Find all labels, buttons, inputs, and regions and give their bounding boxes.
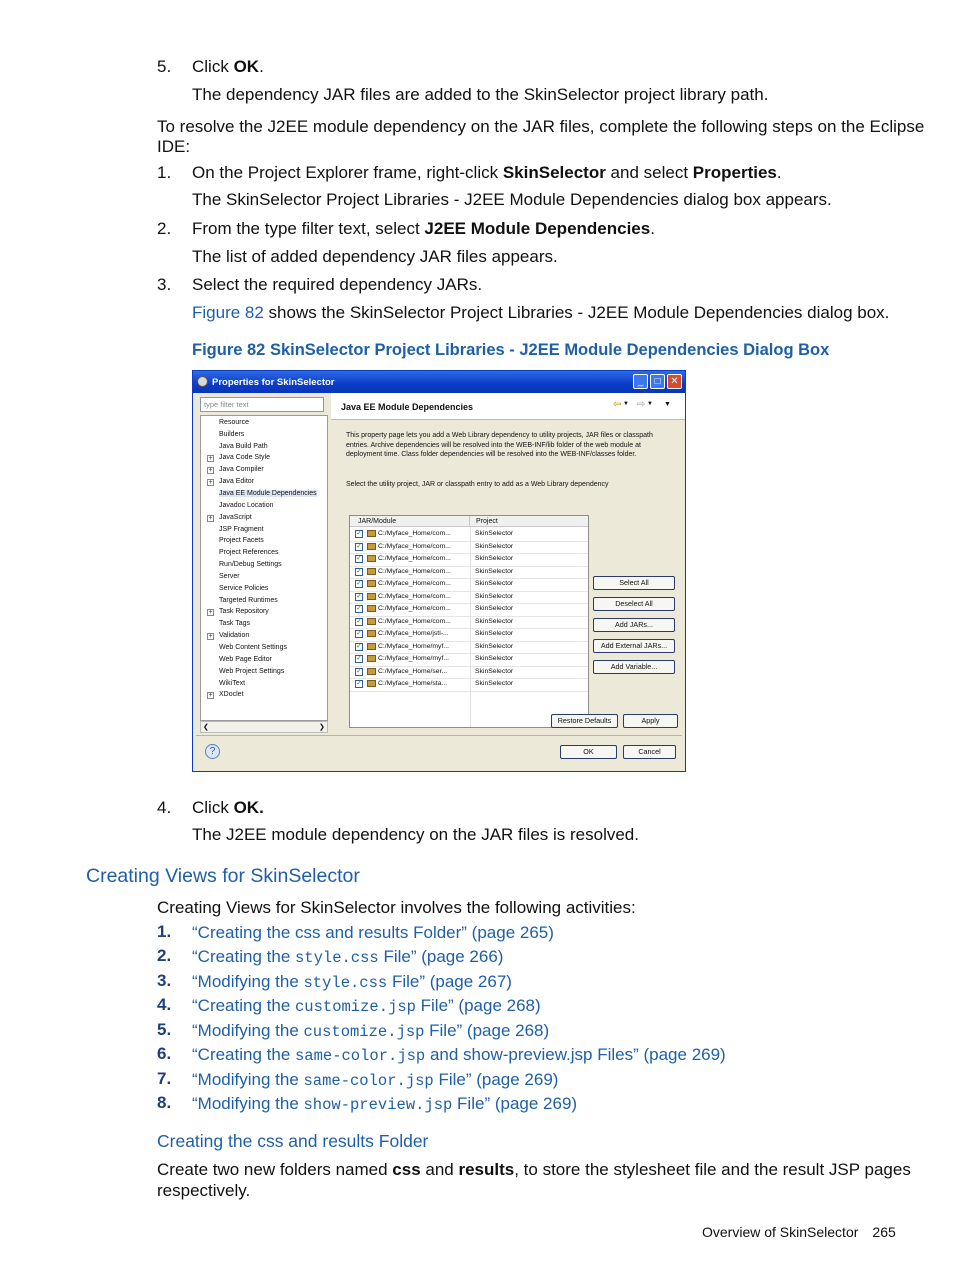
checkbox[interactable]: ✓: [356, 567, 362, 575]
tree-item[interactable]: Java Build Path: [219, 443, 268, 450]
table-row[interactable]: [350, 591, 588, 605]
tree-item[interactable]: XDoclet: [219, 691, 244, 698]
jar-icon: [367, 643, 376, 650]
activity-link-text: “Creating the: [192, 947, 295, 966]
jar-icon: [367, 530, 376, 537]
step-number: 1.: [157, 163, 172, 182]
step-bold: OK.: [233, 798, 264, 817]
restore-defaults-button[interactable]: Restore Defaults: [551, 714, 618, 728]
project-name: SkinSelector: [475, 605, 514, 612]
tree-item[interactable]: Java Compiler: [219, 466, 264, 473]
table-row[interactable]: [350, 603, 588, 617]
activity-link-code: style.css: [303, 974, 388, 992]
tree-item[interactable]: JSP Fragment: [219, 526, 264, 533]
jar-icon: [367, 568, 376, 575]
jar-icon: [367, 630, 376, 637]
panel-title: Java EE Module Dependencies: [341, 402, 474, 412]
expand-icon[interactable]: +: [208, 479, 213, 486]
activity-link-text: File” (page 268): [424, 1021, 550, 1040]
step-bold: J2EE Module Dependencies: [424, 219, 651, 238]
table-row[interactable]: [350, 678, 588, 692]
checkbox[interactable]: ✓: [356, 667, 362, 675]
table-row[interactable]: [350, 616, 588, 630]
activity-link[interactable]: [192, 946, 503, 969]
type-filter-input[interactable]: type filter text: [200, 397, 324, 412]
jar-icon: [367, 680, 376, 687]
activity-link-code: customize.jsp: [295, 998, 416, 1016]
add-external-jars-button[interactable]: Add External JARs...: [593, 639, 675, 653]
jar-path: C:/Myface_Home/jstl-...: [378, 630, 449, 637]
maximize-icon[interactable]: □: [650, 374, 665, 389]
figure-link[interactable]: Figure 82: [192, 303, 264, 322]
activity-link-code: customize.jsp: [303, 1023, 425, 1041]
step-text-pre: Click: [192, 798, 234, 817]
tree-item[interactable]: Web Page Editor: [219, 656, 272, 663]
minimize-icon[interactable]: _: [633, 374, 648, 389]
jar-path: C:/Myface_Home/com...: [378, 605, 451, 612]
page-number: 265: [872, 1224, 896, 1240]
cancel-button[interactable]: Cancel: [623, 745, 676, 759]
step-text: [192, 162, 782, 183]
project-name: SkinSelector: [475, 530, 514, 537]
table-row[interactable]: [350, 666, 588, 680]
project-name: SkinSelector: [475, 630, 514, 637]
tree-item[interactable]: Project Facets: [219, 537, 264, 544]
jar-path: C:/Myface_Home/sta...: [378, 680, 448, 687]
expand-icon[interactable]: +: [208, 467, 213, 474]
step-bold: SkinSelector: [502, 163, 606, 182]
step-text: Select the required dependency JARs.: [192, 275, 483, 294]
list-number: 3.: [157, 971, 172, 990]
project-name: SkinSelector: [475, 680, 514, 687]
tree-item[interactable]: Javadoc Location: [219, 502, 274, 509]
activity-link-text: “Modifying the: [192, 972, 304, 991]
activity-link-text: “Creating the css and results Folder” (page 265): [192, 923, 554, 942]
panel-description: This property page lets you add a Web Library dependency to utility projects, JAR files or classpath entries. Archive dependencies will be resolved into the WEB-INF/lib folder of the web module at deployment time. Class folder dependencies will be resolved into the WEB-INF/classes folder.: [346, 432, 653, 458]
deselect-all-button[interactable]: Deselect All: [593, 597, 675, 611]
activity-link-code: same-color.jsp: [295, 1047, 426, 1065]
tree-item[interactable]: Java Code Style: [219, 454, 270, 461]
step-number: 4.: [157, 798, 172, 817]
jar-icon: [367, 543, 376, 550]
body-bold: results: [458, 1160, 515, 1179]
list-number: 4.: [157, 995, 172, 1014]
list-number: 1.: [157, 922, 172, 941]
dialog-title-bar: [193, 371, 685, 393]
checkbox[interactable]: ✓: [356, 542, 362, 550]
expand-icon[interactable]: +: [208, 633, 213, 640]
tree-item[interactable]: Server: [219, 573, 240, 580]
chevron-down-icon[interactable]: ▼: [623, 401, 629, 407]
dialog-title: Properties for SkinSelector: [212, 377, 335, 388]
column-header-jar[interactable]: JAR/Module: [350, 516, 470, 527]
step-number: 3.: [157, 275, 172, 294]
jar-path: C:/Myface_Home/com...: [378, 555, 451, 562]
step-text-pre: Click: [192, 57, 234, 76]
project-name: SkinSelector: [475, 567, 514, 575]
tree-item[interactable]: Builders: [219, 431, 245, 438]
project-name: SkinSelector: [475, 667, 514, 675]
jar-path: C:/Myface_Home/com...: [378, 592, 451, 600]
list-number: 7.: [157, 1069, 172, 1088]
checkbox[interactable]: ✓: [356, 617, 362, 625]
activity-link-text: and show-preview.jsp Files” (page 269): [425, 1045, 726, 1064]
body-text: , to store the stylesheet file and the result JSP pages: [514, 1160, 911, 1179]
table-row[interactable]: [350, 528, 588, 542]
section-intro: Creating Views for SkinSelector involves the following activities:: [157, 898, 636, 917]
table-row[interactable]: [350, 553, 588, 567]
jar-path: C:/Myface_Home/com...: [378, 530, 451, 537]
tree-item-selected[interactable]: Java EE Module Dependencies: [219, 490, 317, 497]
body-text: and: [420, 1160, 459, 1179]
forward-arrow-icon[interactable]: ⇨: [637, 399, 646, 410]
table-row[interactable]: [350, 566, 588, 580]
checkbox[interactable]: ✓: [356, 655, 362, 662]
tree-item[interactable]: Targeted Runtimes: [219, 597, 278, 604]
table-row[interactable]: [350, 628, 588, 642]
project-name: SkinSelector: [475, 642, 514, 650]
column-header-project[interactable]: Project: [470, 516, 588, 527]
project-name: SkinSelector: [475, 580, 514, 587]
scroll-right-icon[interactable]: ❯: [319, 724, 325, 731]
jar-icon: [367, 618, 376, 625]
tree-item[interactable]: Resource: [219, 419, 249, 426]
step-text: [192, 797, 264, 818]
expand-icon[interactable]: +: [208, 692, 213, 699]
dialog-separator: [196, 735, 682, 736]
tree-item[interactable]: Web Project Settings: [219, 668, 285, 675]
activity-link[interactable]: [192, 1020, 549, 1043]
figure-reference-line: [192, 302, 889, 323]
checkbox[interactable]: ✓: [356, 580, 362, 587]
activity-link[interactable]: [192, 995, 541, 1018]
activity-link-text: File” (page 268): [415, 996, 541, 1015]
activity-link-text: “Modifying the: [192, 1094, 304, 1113]
checkbox[interactable]: ✓: [356, 680, 362, 687]
chevron-down-icon[interactable]: ▼: [647, 401, 653, 407]
table-row[interactable]: [350, 641, 588, 655]
tree-item[interactable]: WikiText: [219, 680, 246, 687]
jar-icon: [367, 593, 376, 600]
step-text-post: .: [650, 219, 655, 238]
step-number: 5.: [157, 57, 172, 76]
list-number: 8.: [157, 1093, 172, 1112]
tree-item[interactable]: Validation: [219, 632, 250, 639]
jar-icon: [367, 555, 376, 562]
body-text: Create two new folders named: [157, 1160, 393, 1179]
ok-button[interactable]: OK: [560, 745, 617, 759]
tree-horizontal-scrollbar[interactable]: [200, 721, 328, 733]
tree-item[interactable]: Task Tags: [219, 620, 250, 627]
step-result: The SkinSelector Project Libraries - J2EE Module Dependencies dialog box appears.: [192, 190, 832, 209]
activity-link-code: same-color.jsp: [303, 1072, 434, 1090]
checkbox[interactable]: ✓: [356, 605, 362, 612]
step-text-post: .: [776, 163, 782, 182]
activity-link-text: File” (page 269): [452, 1094, 578, 1113]
activity-link-text: “Modifying the: [192, 1070, 304, 1089]
help-icon[interactable]: ?: [205, 744, 220, 759]
jar-path: C:/Myface_Home/ser...: [378, 667, 448, 675]
back-arrow-icon[interactable]: ⇦: [613, 399, 622, 410]
step-result: The J2EE module dependency on the JAR files is resolved.: [192, 825, 639, 844]
activity-link-text: “Creating the: [192, 996, 295, 1015]
close-icon[interactable]: ✕: [667, 374, 682, 389]
jar-icon: [367, 605, 376, 612]
jar-path: C:/Myface_Home/com...: [378, 580, 451, 587]
tree-item[interactable]: Service Policies: [219, 585, 269, 592]
property-tree: [200, 415, 328, 721]
step-text-pre: On the Project Explorer frame, right-click: [192, 163, 503, 182]
figure-caption: Figure 82 SkinSelector Project Libraries - J2EE Module Dependencies Dialog Box: [192, 341, 830, 359]
footer: [702, 1224, 896, 1240]
expand-icon[interactable]: +: [208, 455, 213, 462]
subsection-body-line2: respectively.: [157, 1181, 251, 1200]
expand-icon[interactable]: +: [208, 609, 213, 616]
step-text-pre: From the type filter text, select: [192, 219, 425, 238]
subsection-body-line1: [157, 1159, 911, 1180]
activity-link[interactable]: [192, 1069, 558, 1092]
jar-icon: [367, 580, 376, 587]
activity-link[interactable]: [192, 922, 554, 943]
tree-item[interactable]: JavaScript: [219, 514, 252, 521]
checkbox[interactable]: ✓: [356, 530, 362, 537]
project-name: SkinSelector: [475, 542, 514, 550]
panel-header: [331, 393, 685, 420]
select-all-button[interactable]: Select All: [593, 576, 675, 590]
figure-reference-text: shows the SkinSelector Project Libraries - J2EE Module Dependencies dialog box.: [263, 303, 890, 322]
checkbox[interactable]: ✓: [356, 642, 362, 650]
jar-path: C:/Myface_Home/com...: [378, 567, 451, 575]
jar-path: C:/Myface_Home/myf...: [378, 642, 450, 650]
list-number: 6.: [157, 1044, 172, 1063]
activity-link-text: File” (page 269): [433, 1070, 559, 1089]
add-variable-button[interactable]: Add Variable...: [593, 660, 675, 674]
activity-link-code: show-preview.jsp: [303, 1096, 453, 1114]
list-number: 2.: [157, 946, 172, 965]
tree-item[interactable]: Java Editor: [219, 478, 255, 485]
checkbox[interactable]: ✓: [356, 555, 362, 562]
step-text-post: .: [259, 57, 264, 76]
dependencies-table: [349, 515, 589, 728]
step-result: The list of added dependency JAR files appears.: [192, 247, 558, 266]
view-menu-icon[interactable]: ▼: [664, 401, 671, 408]
activity-link-text: “Modifying the: [192, 1021, 304, 1040]
step-bold: Properties: [692, 163, 777, 182]
project-name: SkinSelector: [475, 617, 514, 625]
activity-link-code: style.css: [295, 949, 379, 967]
activity-link-text: “Creating the: [192, 1045, 295, 1064]
intro-paragraph-line1: To resolve the J2EE module dependency on the JAR files, complete the following steps on the Eclipse: [157, 117, 925, 136]
tree-item[interactable]: Run/Debug Settings: [219, 561, 282, 568]
checkbox[interactable]: ✓: [356, 592, 362, 600]
table-row[interactable]: [350, 541, 588, 555]
project-name: SkinSelector: [475, 655, 514, 662]
activity-link[interactable]: [192, 1093, 577, 1116]
footer-label: Overview of SkinSelector: [702, 1224, 859, 1240]
section-heading: Creating Views for SkinSelector: [86, 865, 360, 887]
subsection-heading: Creating the css and results Folder: [157, 1131, 429, 1151]
activity-link-text: File” (page 266): [378, 947, 504, 966]
jar-path: C:/Myface_Home/com...: [378, 542, 451, 550]
gear-icon: [197, 376, 208, 387]
intro-paragraph-line2: IDE:: [157, 137, 191, 156]
table-row[interactable]: [350, 578, 588, 592]
step-text: [192, 56, 264, 77]
property-page-panel: [331, 393, 685, 723]
add-jars-button[interactable]: Add JARs...: [593, 618, 675, 632]
project-name: SkinSelector: [475, 592, 514, 600]
step-number: 2.: [157, 219, 172, 238]
step-text: [192, 218, 655, 239]
properties-dialog: [192, 370, 686, 772]
expand-icon[interactable]: +: [208, 515, 213, 522]
select-prompt: Select the utility project, JAR or classpath entry to add as a Web Library dependency: [346, 481, 609, 488]
step-result: The dependency JAR files are added to the SkinSelector project library path.: [192, 85, 769, 104]
jar-path: C:/Myface_Home/com...: [378, 617, 451, 625]
jar-icon: [367, 655, 376, 662]
table-row[interactable]: [350, 653, 588, 667]
activity-link-text: File” (page 267): [387, 972, 512, 991]
jar-icon: [367, 668, 376, 675]
tree-item[interactable]: Task Repository: [219, 608, 269, 615]
apply-button[interactable]: Apply: [623, 714, 678, 728]
step-text-mid: and select: [605, 163, 693, 182]
body-bold: css: [392, 1160, 421, 1179]
tree-item[interactable]: Web Content Settings: [219, 644, 287, 651]
activity-link[interactable]: [192, 1044, 726, 1067]
list-number: 5.: [157, 1020, 172, 1039]
jar-path: C:/Myface_Home/myf...: [378, 655, 450, 662]
step-bold: OK: [233, 57, 260, 76]
project-name: SkinSelector: [475, 555, 514, 562]
checkbox[interactable]: ✓: [356, 630, 362, 637]
activity-link[interactable]: [192, 971, 512, 994]
tree-item[interactable]: Project References: [219, 549, 279, 556]
scroll-left-icon[interactable]: ❮: [203, 724, 209, 731]
